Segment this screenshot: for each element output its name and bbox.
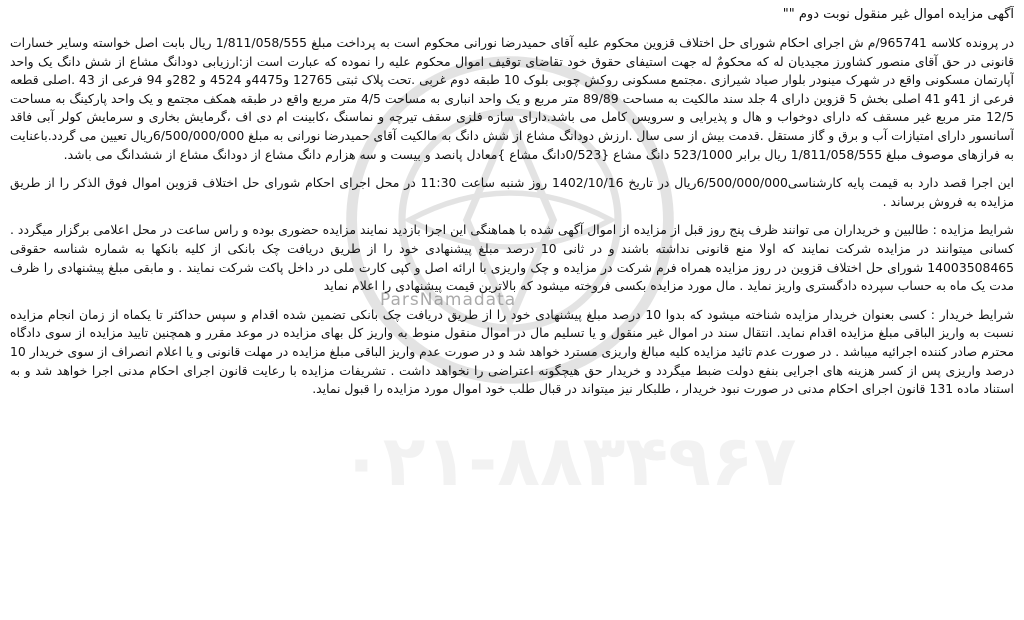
watermark-phone-text: ۰۲۱-۸۸۳۴۹۶۷ (340, 420, 797, 502)
notice-title: آگهی مزایده اموال غیر منقول نوبت دوم "" (782, 7, 1014, 22)
case-details-paragraph: در پرونده کلاسه 965741/م ش اجرای احکام شورای حل اختلاف قزوین محکوم علیه آقای حمیدرضا نورانی محکوم است به پرداخت مبلغ 1/811/058/555 ریال بابت اصل خواسته وسایر خسارات قانونی در حق آقای منصور کشاورز مجیدیان له که محکومٌ له جهت استیفای حقوق خود تقاضای توقیف اموال محکوم علیه را نموده که عبارت است از:ارزیابی دودانگ مشاع از شش دانگ یک واحد آپارتمان مسکونی واقع در شهرک مینودر بلوار صیاد شیرازی .مجتمع مسکونی روکش چوبی بلوک 10 طبقه دوم غربی .تحت پلاک ثبتی 12765 و4475و 4524 و 282و 94 فرعی از 43 .اصلی قطعه فرعی از 41و 41 اصلی بخش 5 قزوین دارای 4 جلد سند مالکیت به مساحت 89/89 متر مربع و یک واحد انباری به مساحت 4/5 متر مربع واقع در طبقه همکف مجتمع و یک واحد پارکینگ به مساحت 12/5 متر مربع غیر مسقف که دارای دوخواب و هال و پذیرایی و سرویس کامل می باشد.دارای سازه فلزی سقف تیرچه و نماسنگ ،کابینت ام دی اف ،گرمایش بخاری و سرمایش کولر آبی فاقد آسانسور دارای امتیازات آب و برق و گاز مستقل .قدمت بیش از سی سال .ارزش دودانگ مشاع از شش دانگ به مالکیت آقای حمیدرضا نورانی به مبلغ 6/500/000/000ریال تعیین می گردد.باعنایت به فرازهای موصوف مبلغ 1/811/058/555 ریال برابر 523/1000 دانگ مشاع {0/523دانگ مشاع }معادل پانصد و بیست و سه هزارم دانگ مشاع از دودانگ مشاع از ششدانگ می باشد. (10, 35, 1014, 162)
auction-date-paragraph: این اجرا قصد دارد به قیمت پایه کارشناسی6/500/000/000ریال در تاریخ 1402/10/16 روز شنبه ساعت 11:30 در محل اجرای احکام شورای حل اختلاف قزوین اموال فوق الذکر را از طریق مزایده به فروش برساند . (10, 175, 1014, 209)
auction-conditions-paragraph: شرایط مزایده : طالبین و خریداران می توانند ظرف پنج روز قبل از مزایده از اموال آگهی شده با هماهنگی این اجرا بازدید نمایند مزایده حضوری بوده و راس ساعت در محل اعلامی برگزار میگردد . کسانی میتوانند در مزایده شرکت نمایند که اولا منع قانونی نداشته باشند و در ثانی 10 درصد مبلغ پیشنهادی خود را از طریق دریافت چک بانکی از کلیه بانکها به شماره شناسه حقوقی 14003508465 شورای حل اختلاف قزوین در روز مزایده همراه فرم شرکت در مزایده و چک واریزی با ارائه اصل و کپی کارت ملی در داخل پاکت شرکت نمایند . و مابقی مبلغ پیشنهادی را ظرف مدت یک ماه به حساب سپرده دادگستری واریز نماید . مال مورد مزایده بکسی فروخته میشود که بالاترین قیمت پیشنهادی را اعلام نماید (10, 222, 1014, 294)
watermark-brand-text: ParsNamadata (380, 290, 517, 310)
buyer-conditions-paragraph: شرایط خریدار : کسی بعنوان خریدار مزایده شناخته میشود که بدوا 10 درصد مبلغ پیشنهادی خود را از طریق دریافت چک بانکی تضمین شده اقدام و سپس حداکثر تا یکماه از زمان انجام مزایده نسبت به واریز الباقی مبلغ مزایده اقدام نماید. انتقال سند در اموال غیر منقول و یا تسلیم مال در اموال منقول منوط به واریز کل بهای مزایده در موعد مقرر و همچنین تایید مزایده از سوی دادگاه محترم صادر کننده اجرائیه میباشد . در صورت عدم تائید مزایده کلیه مبالغ واریزی مسترد خواهد شد و در صورت عدم واریز الباقی مبلغ مزایده در مهلت قانونی و یا اعلام انصراف از سوی خریدار 10 درصد واریزی پس از کسر هزینه های اجرایی بنفع دولت ضبط میگردد و خریدار حق هیچگونه اعتراضی را نخواهد داشت . تشریفات مزایده با رعایت قانون اجرای احکام مدنی اجرا خواهد شد و به استناد ماده 131 قانون اجرای احکام مدنی در صورت نبود خریدار ، طلبکار نیز میتواند در قبال طلب خود اموال مورد مزایده را قبول نماید. (10, 306, 1014, 397)
auction-notice-document (10, 4, 1014, 616)
